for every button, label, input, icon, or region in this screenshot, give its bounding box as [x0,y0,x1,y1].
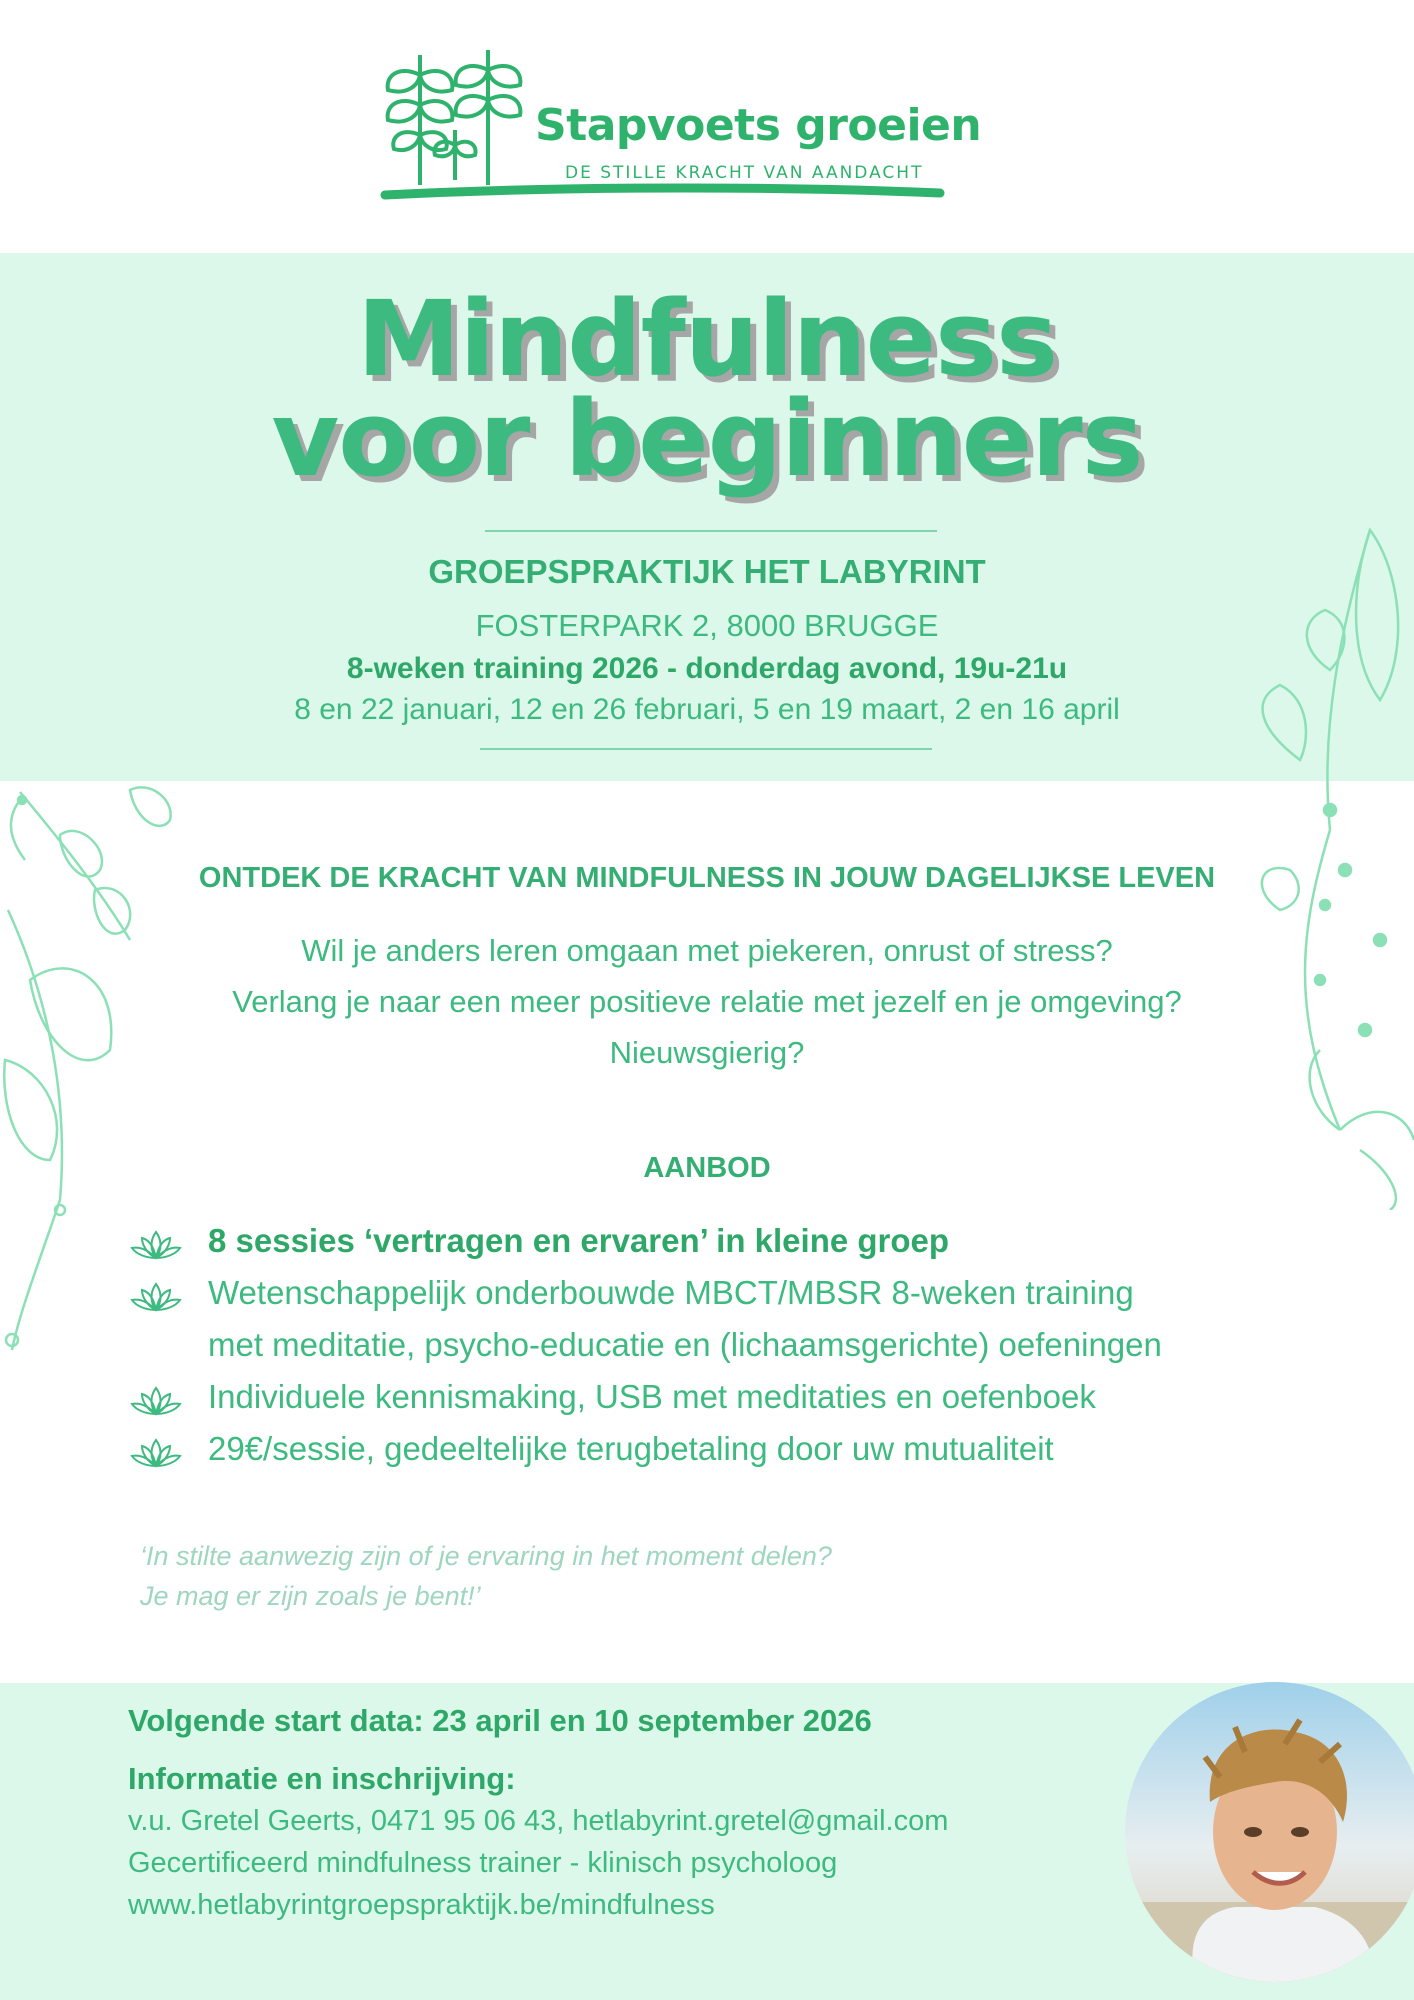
quote-line-2: Je mag er zijn zoals je bent!’ [140,1581,481,1611]
lotus-icon [128,1436,184,1470]
lotus-icon [128,1228,184,1262]
quote-line-1: ‘In stilte aanwezig zijn of je ervaring in het moment delen? [140,1541,832,1571]
offer-item-continuation: met meditatie, psycho-educatie en (lichaamsgerichte) oefeningen [208,1326,1162,1363]
headline-line-1: Mindfulness [357,278,1057,400]
offer-item-text: 29€/sessie, gedeeltelijke terugbetaling door uw mutualiteit [208,1430,1054,1467]
trainer-portrait-photo [1125,1682,1414,1982]
certification: Gecertificeerd mindfulness trainer - klinisch psycholoog [128,1847,838,1879]
intro-question-2: Verlang je naar een meer positieve relatie met jezelf en je omgeving? [232,984,1182,1019]
session-dates: 8 en 22 januari, 12 en 26 februari, 5 en 19 maart, 2 en 16 april [294,693,1120,726]
intro-heading: ONTDEK DE KRACHT VAN MINDFULNESS IN JOUW DAGELIJKSE LEVEN [198,862,1216,894]
offer-item-text: Individuele kennismaking, USB met meditaties en oefenboek [208,1378,1096,1415]
offer-item-text: Wetenschappelijk onderbouwde MBCT/MBSR 8-weken training [208,1274,1134,1311]
offer-item-text: 8 sessies ‘vertragen en ervaren’ in kleine groep [208,1222,950,1259]
organization-name: GROEPSPRAKTIJK HET LABYRINT [428,553,986,590]
contact-details: v.u. Gretel Geerts, 0471 95 06 43, hetlabyrint.gretel@gmail.com [128,1805,949,1837]
aanbod-heading: AANBOD [643,1152,771,1184]
intro-question-3: Nieuwsgierig? [609,1035,805,1070]
lotus-icon [128,1280,184,1314]
logo-title: Stapvoets groeien [535,100,982,151]
website-url: www.hetlabyrintgroepspraktijk.be/mindfulness [128,1889,715,1921]
headline-line-2: voor beginners [271,378,1143,500]
lotus-icon [128,1384,184,1418]
address: FOSTERPARK 2, 8000 BRUGGE [475,608,939,643]
intro-question-1: Wil je anders leren omgaan met piekeren, onrust of stress? [301,933,1113,968]
info-heading: Informatie en inschrijving: [128,1761,516,1796]
divider-top [485,530,937,532]
divider-bottom [480,748,932,750]
next-start-dates: Volgende start data: 23 april en 10 september 2026 [128,1703,872,1738]
logo-subtitle: DE STILLE KRACHT VAN AANDACHT [565,163,924,183]
training-schedule: 8-weken training 2026 - donderdag avond, 19u-21u [346,652,1068,685]
